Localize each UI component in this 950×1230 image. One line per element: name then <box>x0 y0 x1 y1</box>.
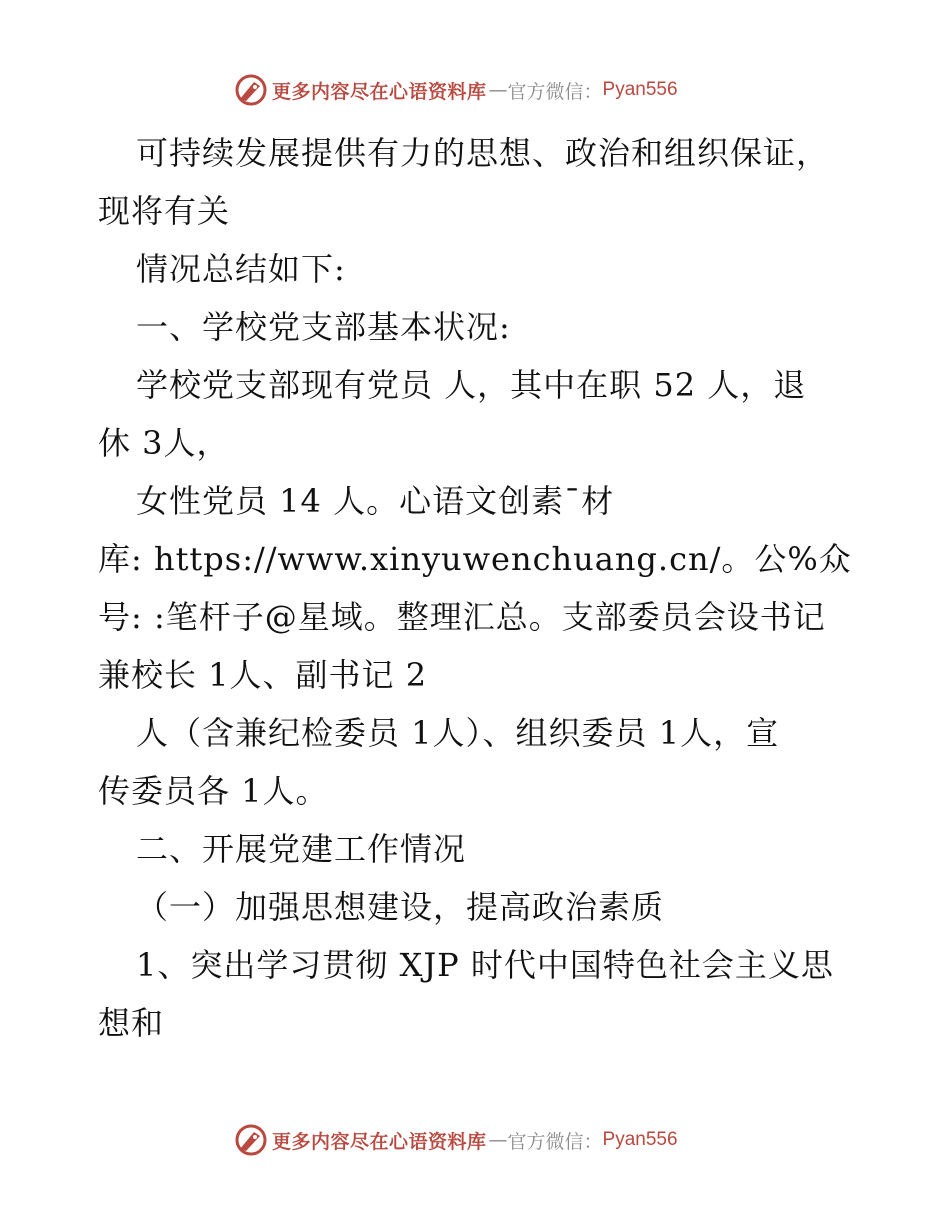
section-heading: 二、开展党建工作情况 <box>136 830 467 868</box>
body-line: 现将有关 <box>98 192 231 230</box>
body-line: 库: https://www.xinyuwenchuang.cn/。公%众 <box>98 540 852 578</box>
header-banner <box>234 72 678 108</box>
banner-wechat-label: 官方微信： <box>507 80 603 103</box>
pen-nib-logo-icon <box>234 1123 268 1157</box>
pen-nib-logo-icon <box>234 73 268 107</box>
subsection-heading: （一）加强思想建设，提高政治素质 <box>136 888 665 926</box>
body-line: 女性党员 14 人。心语文创素¯材 <box>136 482 615 520</box>
banner-brand-text: 更多内容尽在心语资料库 <box>272 1130 487 1153</box>
banner-wechat-label: 官方微信： <box>507 1130 603 1153</box>
body-line: 可持续发展提供有力的思想、政治和组织保证， <box>136 134 830 172</box>
body-line: 情况总结如下: <box>136 250 346 288</box>
section-heading: 一、学校党支部基本状况: <box>136 308 511 346</box>
banner-separator: — <box>488 79 508 101</box>
body-line: 学校党支部现有党员 人，其中在职 52 人，退 <box>136 366 807 404</box>
body-line: 想和 <box>98 1004 165 1042</box>
banner-wechat-id: Pyan556 <box>602 79 678 100</box>
banner-separator: — <box>488 1129 508 1151</box>
body-line: 号: :笔杆子@星域。整理汇总。支部委员会设书记 <box>98 598 826 636</box>
body-line: 人（含兼纪检委员 1人）、组织委员 1人，宣 <box>136 714 780 752</box>
banner-brand-text: 更多内容尽在心语资料库 <box>272 80 487 103</box>
document-body <box>98 124 858 1052</box>
body-line: 休 3人， <box>98 424 230 462</box>
banner-wechat-id: Pyan556 <box>602 1129 678 1150</box>
footer-banner <box>234 1122 678 1158</box>
body-line: 传委员各 1人。 <box>98 772 329 810</box>
body-line: 1、突出学习贯彻 XJP 时代中国特色社会主义思 <box>136 946 834 984</box>
body-line: 兼校长 1人、副书记 2 <box>98 656 428 694</box>
